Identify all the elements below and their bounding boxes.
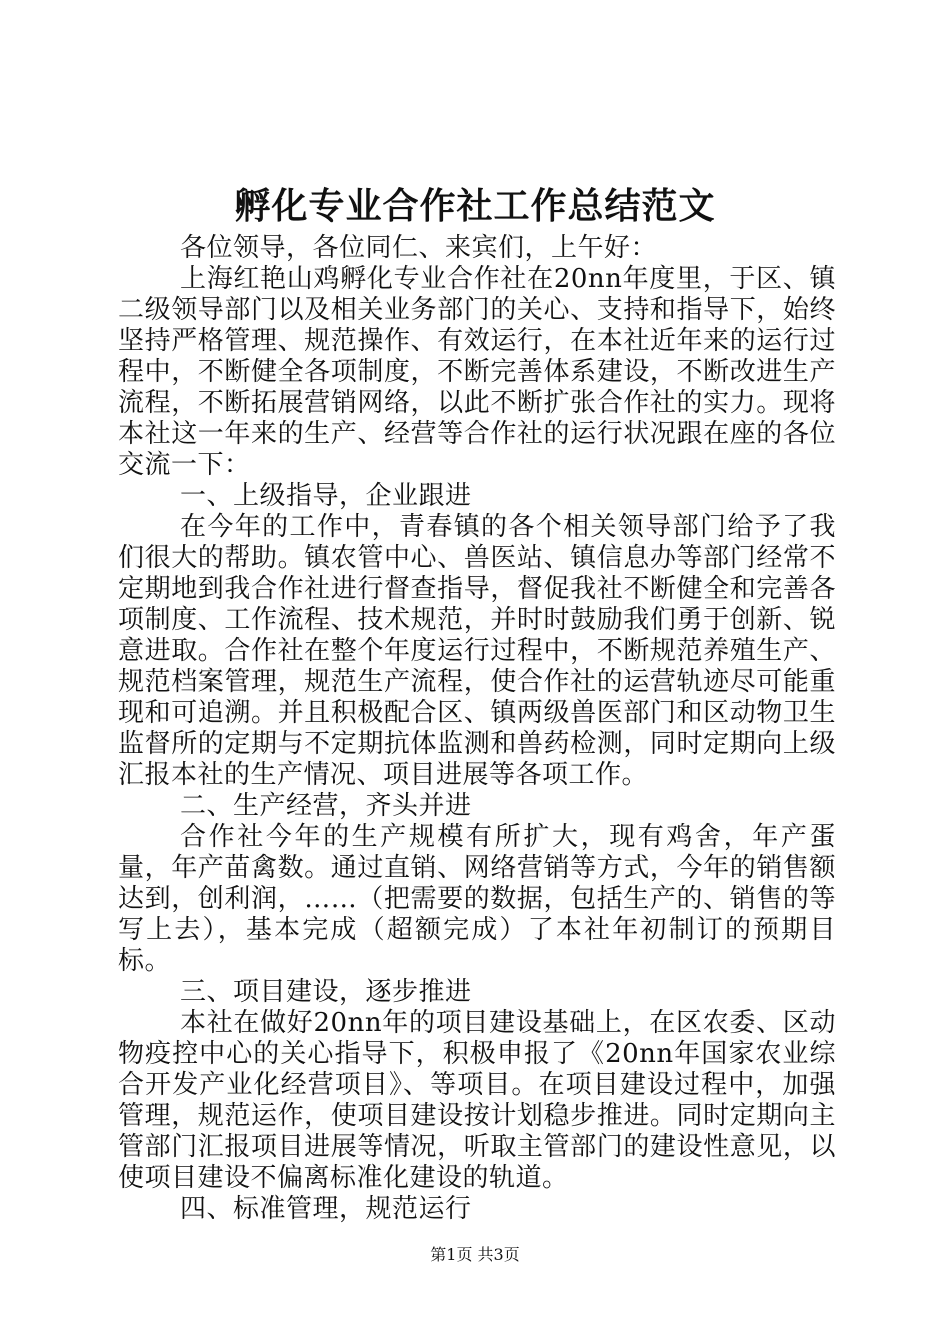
section-heading-2: 二、生产经营，齐头并进 bbox=[180, 791, 472, 821]
section-heading-3: 三、项目建设，逐步推进 bbox=[180, 977, 472, 1007]
section-paragraph-3: 本社在做好20nn年的项目建设基础上，在区农委、区动物疫控中心的关心指导下，积极申报了《20nn年国家农业综合开发产业化经营项目》、等项目。在项目建设过程中，加强管理，规范运作，使项目建设按计划稳步推进。同时定期向主管部门汇报项目进展等情况，听取主管部门的建设性意见，以使项目建设不偏离标准化建设的轨道。 bbox=[118, 1008, 836, 1193]
document-body bbox=[118, 233, 836, 1225]
greeting-paragraph: 各位领导，各位同仁、来宾们，上午好： bbox=[180, 233, 658, 263]
document-title: 孵化专业合作社工作总结范文 bbox=[234, 185, 716, 227]
section-paragraph-1: 在今年的工作中，青春镇的各个相关领导部门给予了我们很大的帮助。镇农管中心、兽医站、镇信息办等部门经常不定期地到我合作社进行督查指导，督促我社不断健全和完善各项制度、工作流程、技术规范，并时时鼓励我们勇于创新、锐意进取。合作社在整个年度运行过程中，不断规范养殖生产、规范档案管理，规范生产流程，使合作社的运营轨迹尽可能重现和可追溯。并且积极配合区、镇两级兽医部门和区动物卫生监督所的定期与不定期抗体监测和兽药检测，同时定期向上级汇报本社的生产情况、项目进展等各项工作。 bbox=[118, 512, 836, 790]
page-footer: 第1页 共3页 bbox=[430, 1245, 520, 1264]
section-paragraph-2: 合作社今年的生产规模有所扩大，现有鸡舍，年产蛋量，年产苗禽数。通过直销、网络营销等方式，今年的销售额达到，创利润，……（把需要的数据，包括生产的、销售的等写上去），基本完成（超额完成）了本社年初制订的预期目标。 bbox=[118, 822, 836, 976]
section-heading-1: 一、上级指导，企业跟进 bbox=[180, 481, 472, 511]
section-heading-4: 四、标准管理，规范运行 bbox=[180, 1194, 472, 1224]
intro-paragraph: 上海红艳山鸡孵化专业合作社在20nn年度里，于区、镇二级领导部门以及相关业务部门的关心、支持和指导下，始终坚持严格管理、规范操作、有效运行，在本社近年来的运行过程中，不断健全各项制度，不断完善体系建设，不断改进生产流程，不断拓展营销网络，以此不断扩张合作社的实力。现将本社这一年来的生产、经营等合作社的运行状况跟在座的各位交流一下： bbox=[118, 264, 836, 480]
